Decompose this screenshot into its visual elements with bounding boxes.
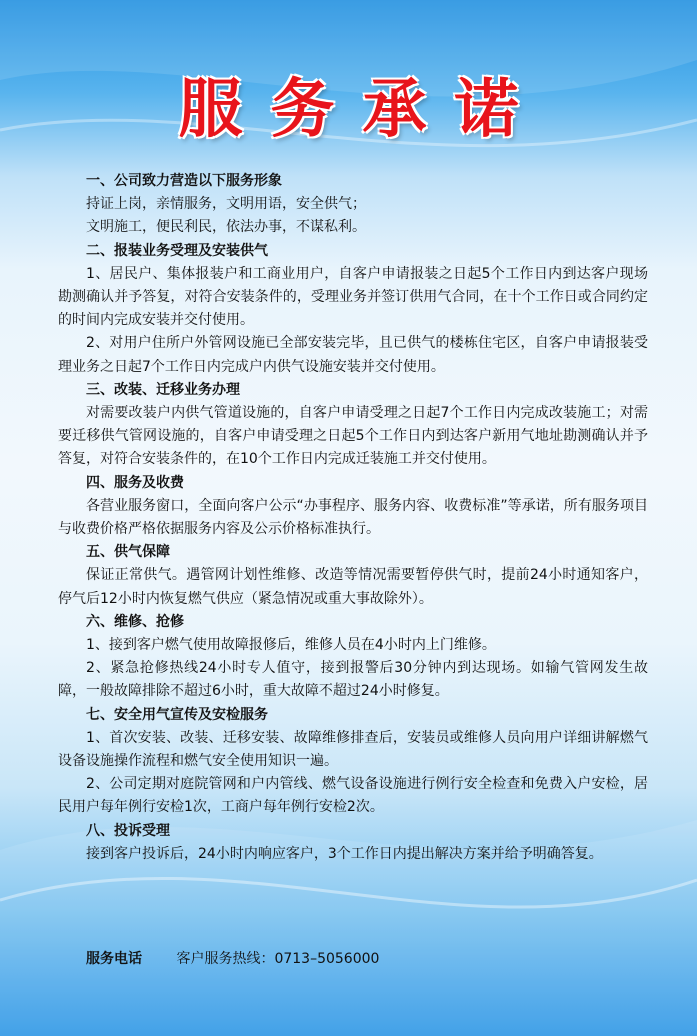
commitment-content xyxy=(58,170,648,866)
section-paragraph: 2、公司定期对庭院管网和户内管线、燃气设备设施进行例行安全检查和免费入户安检，居民用户每年例行安检1次，工商户每年例行安检2次。 xyxy=(58,776,648,816)
section-heading: 一、公司致力营造以下服务形象 xyxy=(86,173,282,189)
section-paragraph: 各营业服务窗口，全面向客户公示“办事程序、服务内容、收费标准”等承诺，所有服务项目与收费价格严格依据服务内容及公示价格标准执行。 xyxy=(58,497,648,538)
section-heading: 四、服务及收费 xyxy=(86,474,184,491)
poster-title: 服务承诺 xyxy=(178,73,547,147)
section-heading: 六、维修、抢修 xyxy=(86,613,184,630)
section-paragraph: 1、居民户、集体报装户和工商业用户，自客户申请报装之日起5个工作日内到达客户现场勘测确认并予答复，对符合安装条件的，受理业务并签订供用气合同，在十个工作日或合同约定的时间内完成安装并交付使用。 xyxy=(58,265,648,329)
contact-hotline: 客户服务热线：0713–5056000 xyxy=(176,951,380,967)
section-paragraph: 接到客户投诉后，24小时内响应客户，3个工作日内提出解决方案并给予明确答复。 xyxy=(86,845,603,862)
section-heading: 二、报装业务受理及安装供气 xyxy=(86,242,268,259)
section-paragraph: 1、接到客户燃气使用故障报修后，维修人员在4小时内上门维修。 xyxy=(86,637,496,654)
section-paragraph: 对需要改装户内供气管道设施的，自客户申请受理之日起7个工作日内完成改装施工；对需要迁移供气管网设施的，自客户申请受理之日起5个工作日内到达客户新用气地址勘测确认并予答复，对符合安装条件的，在10个工作日内完成迁装施工并交付使用。 xyxy=(58,405,648,468)
section-paragraph: 保证正常供气。遇管网计划性维修、改造等情况需要暂停供气时，提前24小时通知客户，停气后12小时内恢复燃气供应（紧急情况或重大事故除外）。 xyxy=(58,567,648,607)
section-paragraph: 持证上岗，亲情服务，文明用语，安全供气； xyxy=(86,196,366,213)
section-paragraph: 1、首次安装、改装、迁移安装、故障维修排查后，安装员或维修人员向用户详细讲解燃气设备设施操作流程和燃气安全使用知识一遍。 xyxy=(58,729,648,770)
section-paragraph: 2、紧急抢修热线24小时专人值守，接到报警后30分钟内到达现场。如输气管网发生故障，一般故障排除不超过6小时，重大故障不超过24小时修复。 xyxy=(58,660,648,700)
contact-line xyxy=(86,948,379,970)
section-heading: 七、安全用气宣传及安检服务 xyxy=(86,706,268,723)
section-paragraph: 文明施工，便民利民，依法办事，不谋私利。 xyxy=(86,219,366,236)
section-heading: 五、供气保障 xyxy=(86,544,170,561)
section-paragraph: 2、对用户住所户外管网设施已全部安装完毕，且已供气的楼栋住宅区，自客户申请报装受理业务之日起7个工作日内完成户内供气设施安装并交付使用。 xyxy=(58,335,648,375)
section-heading: 八、投诉受理 xyxy=(86,822,170,839)
contact-label: 服务电话 xyxy=(86,951,142,967)
section-heading: 三、改装、迁移业务办理 xyxy=(86,381,240,398)
